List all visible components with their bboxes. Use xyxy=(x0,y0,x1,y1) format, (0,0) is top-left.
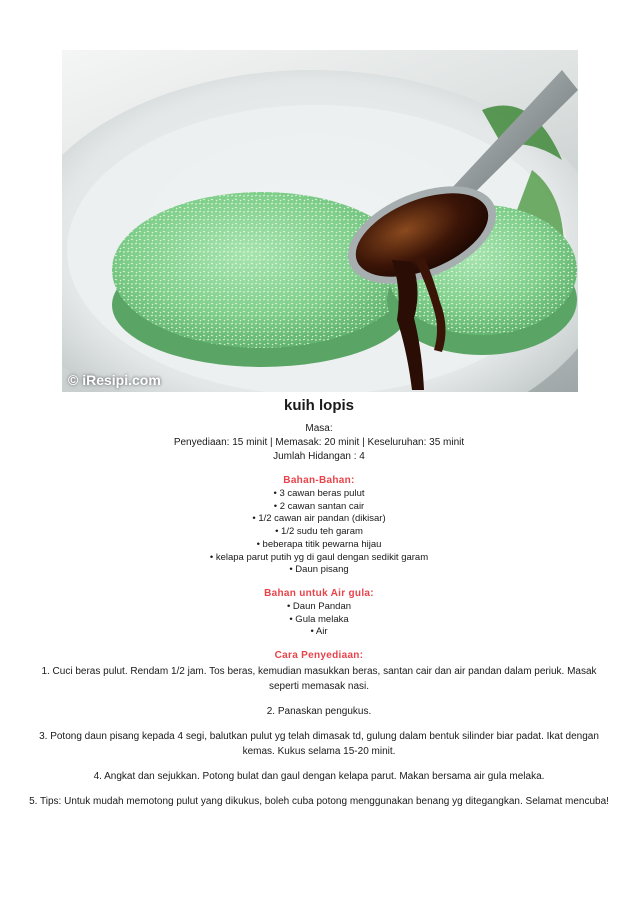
recipe-times: Penyediaan: 15 minit | Memasak: 20 minit | Keseluruhan: 35 minit xyxy=(173,437,465,448)
ingredients-list xyxy=(0,488,638,577)
ingredient-item: • beberapa titik pewarna hijau xyxy=(256,538,382,550)
recipe-document xyxy=(0,396,638,819)
masa-label: Masa: xyxy=(305,423,333,434)
method-step: 5. Tips: Untuk mudah memotong pulut yang dikukus, boleh cuba potong menggunakan benang yg ditegangkan. Selamat mencuba! xyxy=(29,796,609,808)
recipe-servings: Jumlah Hidangan : 4 xyxy=(273,451,365,462)
kuih-lopis-illustration xyxy=(62,50,578,392)
ingredient-item: • 3 cawan beras pulut xyxy=(273,488,365,499)
ingredients-heading: Bahan-Bahan: xyxy=(283,475,355,486)
recipe-title: kuih lopis xyxy=(283,397,354,414)
method-step: 2. Panaskan pengukus. xyxy=(266,706,372,718)
ingredient-item: • Daun pisang xyxy=(289,564,349,576)
ingredient-item: • 1/2 sudu teh garam xyxy=(275,526,363,538)
recipe-photo xyxy=(62,50,578,392)
method-section xyxy=(0,649,638,809)
syrup-section xyxy=(0,587,638,639)
ingredient-item: • 1/2 cawan air pandan (dikisar) xyxy=(252,513,386,525)
method-heading: Cara Penyediaan: xyxy=(274,650,364,662)
syrup-item: • Gula melaka xyxy=(289,613,349,625)
ingredient-item: • 2 cawan santan cair xyxy=(273,500,365,512)
method-step: 3. Potong daun pisang kepada 4 segi, balutkan pulut yg telah dimasak td, gulung dalam bentuk silinder biar padat. Ikat dengan kemas. Kukus selama 15-20 minit. xyxy=(39,731,599,758)
syrup-item: • Air xyxy=(310,626,328,638)
ingredient-item: • kelapa parut putih yg di gaul dengan sedikit garam xyxy=(209,551,429,563)
method-step: 1. Cuci beras pulut. Rendam 1/2 jam. Tos beras, kemudian masukkan beras, santan cair dan air pandan dalam periuk. Masak seperti memasak nasi. xyxy=(41,666,597,693)
ingredients-section xyxy=(0,474,638,577)
recipe-meta xyxy=(0,422,638,464)
watermark: © iResipi.com xyxy=(68,372,161,388)
method-step: 4. Angkat dan sejukkan. Potong bulat dan gaul dengan kelapa parut. Makan bersama air gula melaka. xyxy=(93,771,545,783)
syrup-list xyxy=(0,601,638,639)
method-steps xyxy=(0,664,638,809)
syrup-item: • Daun Pandan xyxy=(286,600,352,612)
syrup-heading: Bahan untuk Air gula: xyxy=(264,587,374,599)
